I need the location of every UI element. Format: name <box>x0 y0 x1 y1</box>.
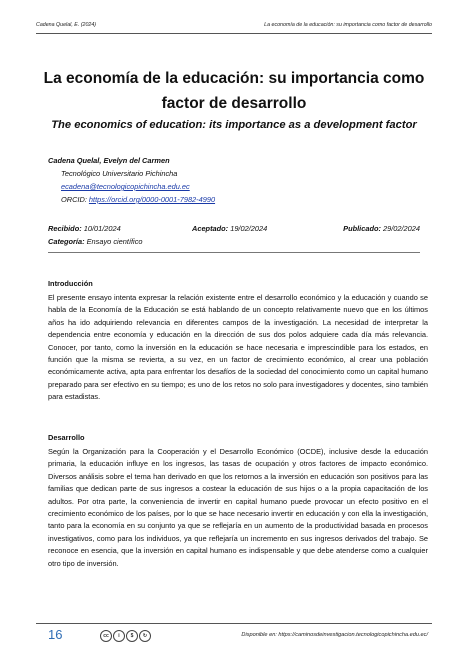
paper-title-line-1: La economía de la educación: su importancia como <box>43 70 425 87</box>
published-label: Publicado: <box>343 224 381 233</box>
page-number: 16 <box>48 627 63 642</box>
accepted-value: 19/02/2024 <box>230 224 268 233</box>
paper-title <box>36 66 432 116</box>
accepted-label: Aceptado: <box>192 224 229 233</box>
category-value: Ensayo científico <box>86 237 143 246</box>
received-value: 10/01/2024 <box>83 224 121 233</box>
intro-paragraph: El presente ensayo intenta expresar la relación existente entre el desarrollo económico y la educación y cuando se habla de la Economía de la Educación se está hablando de un concepto relativamente nuevo que en los últimos años ha ido adquiriendo relevancia en diferentes campos de la investigación. La necesidad de interpretar la dependencia entre economía y educación en la dirección de sus dos polos adquiere cada día más relevancia. Conocer, por tanto, como la inversión en la educación se hace necesaria e imprescindible para los estados, en función que la misma se revierta, a su vez, en un factor de crecimiento económico, al crear una población económicamente activa, apta para enfrentar los desafíos de la sociedad del conocimiento como un capital humano preparado para ser efectivo en su tiempo; es uno de los retos no solo para investigadores y docentes, sino también para estadistas. <box>48 293 428 402</box>
footer-divider <box>36 623 432 624</box>
paper-subtitle: The economics of education: its importance as a development factor <box>51 119 417 131</box>
category-row <box>48 237 143 246</box>
dates-row <box>48 224 420 236</box>
by-icon: i <box>113 630 125 642</box>
running-header-title: La economía de la educación: su importancia como factor de desarrollo <box>264 22 432 28</box>
footer-availability <box>241 632 428 638</box>
published-value: 29/02/2024 <box>383 224 420 233</box>
nc-icon: $ <box>126 630 138 642</box>
meta-divider <box>48 252 420 253</box>
paper-title-line-2: factor de desarrollo <box>161 95 307 112</box>
author-name: Cadena Quelal, Evelyn del Carmen <box>48 156 170 165</box>
development-paragraph: Según la Organización para la Cooperación y el Desarrollo Económico (OCDE), inclusive desde la educación primaria, la educación influye en los ingresos, las tasas de ocupación y otros factores de impacto económico. Diversos análisis sobre el tema han derivado en que los retornos a la inversión en educación son positivos para las familias que dedican parte de sus ingresos a costear la educación de sus hijos o a la propia capacitación de los adultos. Por otra parte, la conveniencia de invertir en capital humano puede provocar un efecto positivo en el crecimiento económico de los países, por lo que se hace necesario invertir en educación y con ella la investigación, tanto para la economía en su conjunto ya que se reflejaría en un aumento de la productividad basada en procesos investigativos, como para los individuos, ya que reflejaría un incremento en sus ingresos derivados del trabajo. Se reconoce en esencia, que la inversión en capital humano es indispensable y que debe atenderse como a cualquier otro tipo de inversión. <box>48 447 428 568</box>
license-badge[interactable] <box>100 630 151 642</box>
footer-url[interactable]: https://caminosdeinvestigacion.tecnologicopichincha.edu.ec/ <box>278 632 428 638</box>
author-orcid-row <box>61 193 215 206</box>
received-label: Recibido: <box>48 224 82 233</box>
category-label: Categoría: <box>48 237 85 246</box>
running-header-author: Cadena Quelal, E. (2024) <box>36 22 97 28</box>
author-institution: Tecnológico Universitario Pichincha <box>61 169 178 178</box>
intro-heading: Introducción <box>48 279 93 288</box>
header-divider <box>36 33 432 34</box>
author-block <box>48 154 215 206</box>
cc-icon: cc <box>100 630 112 642</box>
development-heading: Desarrollo <box>48 433 85 442</box>
received-date <box>48 224 121 233</box>
accepted-date <box>192 224 267 233</box>
author-email-link[interactable]: ecadena@tecnologicopichincha.edu.ec <box>61 182 190 191</box>
sa-icon: ↻ <box>139 630 151 642</box>
author-email-row <box>61 180 215 193</box>
published-date <box>343 224 420 233</box>
orcid-link[interactable]: https://orcid.org/0000-0001-7982-4990 <box>88 195 216 204</box>
footer-available-label: Disponible en: <box>241 632 279 638</box>
orcid-label: ORCID: <box>61 195 89 204</box>
